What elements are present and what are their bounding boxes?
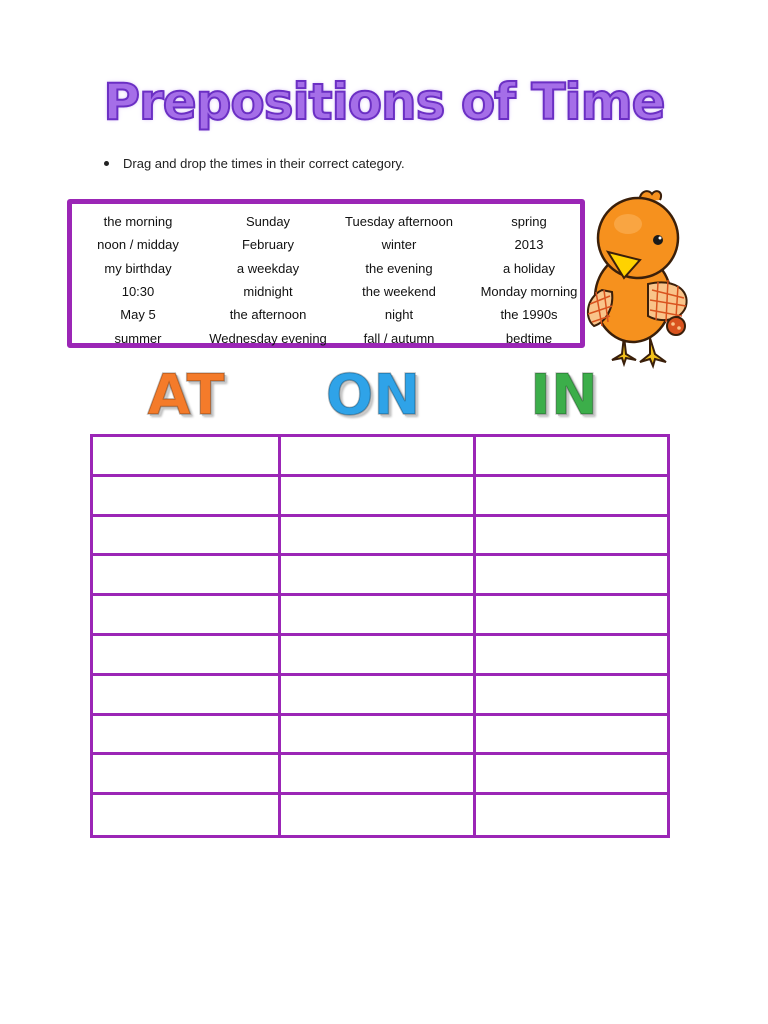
drop-zone-on[interactable] (281, 636, 476, 676)
drop-zone-at[interactable] (93, 716, 281, 756)
drop-zone-in[interactable] (476, 556, 667, 596)
word-tile[interactable]: midnight (243, 284, 293, 299)
word-tile[interactable]: February (241, 237, 295, 252)
drop-zone-on[interactable] (281, 795, 476, 835)
drop-zone-at[interactable] (93, 517, 281, 557)
answer-grid (90, 434, 670, 838)
word-tile[interactable]: spring (511, 214, 547, 229)
word-tile[interactable]: 10:30 (121, 284, 155, 299)
word-tile[interactable]: the evening (365, 261, 433, 276)
drop-zone-on[interactable] (281, 517, 476, 557)
drop-zone-on[interactable] (281, 437, 476, 477)
drop-zone-in[interactable] (476, 755, 667, 795)
drop-zone-at[interactable] (93, 596, 281, 636)
drop-zone-on[interactable] (281, 596, 476, 636)
instruction-line (104, 156, 405, 171)
drop-zone-in[interactable] (476, 517, 667, 557)
word-tile[interactable]: my birthday (104, 261, 172, 276)
word-tile[interactable]: Sunday (245, 214, 291, 229)
word-tile[interactable]: May 5 (120, 307, 156, 322)
drop-zone-on[interactable] (281, 716, 476, 756)
category-label-at: AT (147, 363, 225, 428)
bullet-icon (104, 161, 109, 166)
word-tile[interactable]: Wednesday evening (209, 331, 327, 346)
bird-mascot-icon (578, 186, 696, 370)
drop-zone-on[interactable] (281, 477, 476, 517)
word-tile[interactable]: 2013 (514, 237, 544, 252)
drop-zone-on[interactable] (281, 676, 476, 716)
drop-zone-at[interactable] (93, 795, 281, 835)
word-tile[interactable]: the weekend (362, 284, 436, 299)
drop-zone-in[interactable] (476, 676, 667, 716)
drop-zone-at[interactable] (93, 437, 281, 477)
page-title: Prepositions of Time (103, 73, 665, 131)
drop-zone-at[interactable] (93, 676, 281, 716)
drop-zone-in[interactable] (476, 437, 667, 477)
word-tile[interactable]: summer (114, 331, 162, 346)
drop-zone-in[interactable] (476, 795, 667, 835)
word-tile[interactable]: a holiday (502, 261, 556, 276)
drop-zone-on[interactable] (281, 556, 476, 596)
drop-zone-in[interactable] (476, 716, 667, 756)
word-tile[interactable]: night (384, 307, 414, 322)
drop-zone-at[interactable] (93, 556, 281, 596)
word-tile[interactable]: winter (381, 237, 417, 252)
word-tile[interactable]: Monday morning (480, 284, 578, 299)
drop-zone-in[interactable] (476, 596, 667, 636)
word-tile[interactable]: bedtime (505, 331, 553, 346)
category-label-on: ON (325, 363, 421, 428)
word-tile[interactable]: noon / midday (97, 237, 179, 252)
category-label-in: IN (530, 363, 598, 428)
drop-zone-in[interactable] (476, 636, 667, 676)
drop-zone-on[interactable] (281, 755, 476, 795)
word-tile[interactable]: Tuesday afternoon (345, 214, 453, 229)
word-tile[interactable]: a weekday (236, 261, 300, 276)
word-tile[interactable]: the afternoon (229, 307, 307, 322)
word-bank (67, 199, 585, 348)
word-tile[interactable]: fall / autumn (363, 331, 435, 346)
drop-zone-in[interactable] (476, 477, 667, 517)
drop-zone-at[interactable] (93, 636, 281, 676)
drop-zone-at[interactable] (93, 755, 281, 795)
word-tile[interactable]: the 1990s (500, 307, 558, 322)
word-tile[interactable]: the morning (103, 214, 173, 229)
instruction-text: Drag and drop the times in their correct category. (123, 156, 405, 171)
drop-zone-at[interactable] (93, 477, 281, 517)
